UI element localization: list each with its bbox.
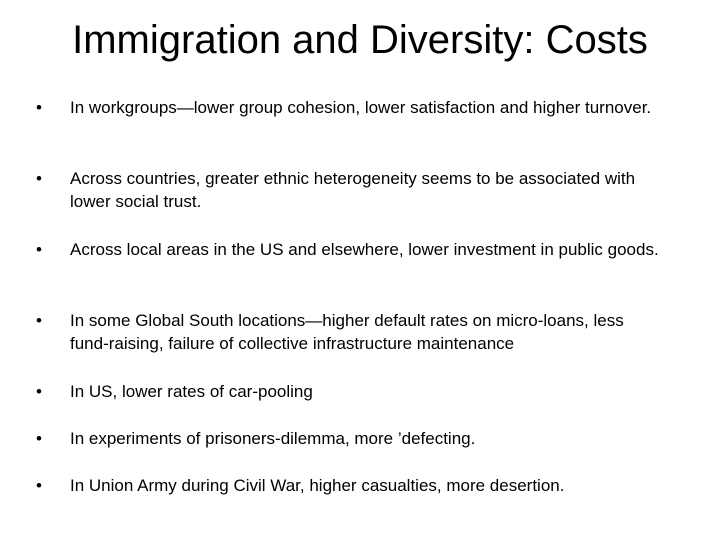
bullet-dot: •	[36, 169, 42, 188]
bullet-item	[36, 238, 666, 261]
bullet-item	[36, 167, 666, 213]
bullet-text: Across local areas in the US and elsewhere, lower investment in public goods.	[70, 240, 659, 259]
slide-title: Immigration and Diversity: Costs	[72, 18, 648, 62]
bullet-text: Across countries, greater ethnic heterogeneity seems to be associated with lower social trust.	[70, 169, 636, 211]
bullet-text: In experiments of prisoners-dilemma, more ’defecting.	[70, 429, 476, 448]
bullet-item	[36, 380, 666, 403]
bullet-text: In Union Army during Civil War, higher casualties, more desertion.	[70, 476, 565, 495]
bullet-item	[36, 309, 666, 355]
bullet-dot: •	[36, 311, 42, 330]
bullet-dot: •	[36, 240, 42, 259]
bullet-text: In some Global South locations—higher default rates on micro-loans, less fund-raising, failure of collective infrastructure maintenance	[70, 311, 624, 353]
bullet-text: In workgroups—lower group cohesion, lower satisfaction and higher turnover.	[70, 98, 652, 117]
bullet-dot: •	[36, 476, 42, 495]
bullet-dot: •	[36, 429, 42, 448]
bullet-dot: •	[36, 98, 42, 117]
bullet-item	[36, 427, 666, 450]
bullet-item	[36, 474, 666, 497]
bullet-dot: •	[36, 382, 42, 401]
bullet-text: In US, lower rates of car-pooling	[70, 382, 313, 401]
bullet-item	[36, 96, 666, 119]
